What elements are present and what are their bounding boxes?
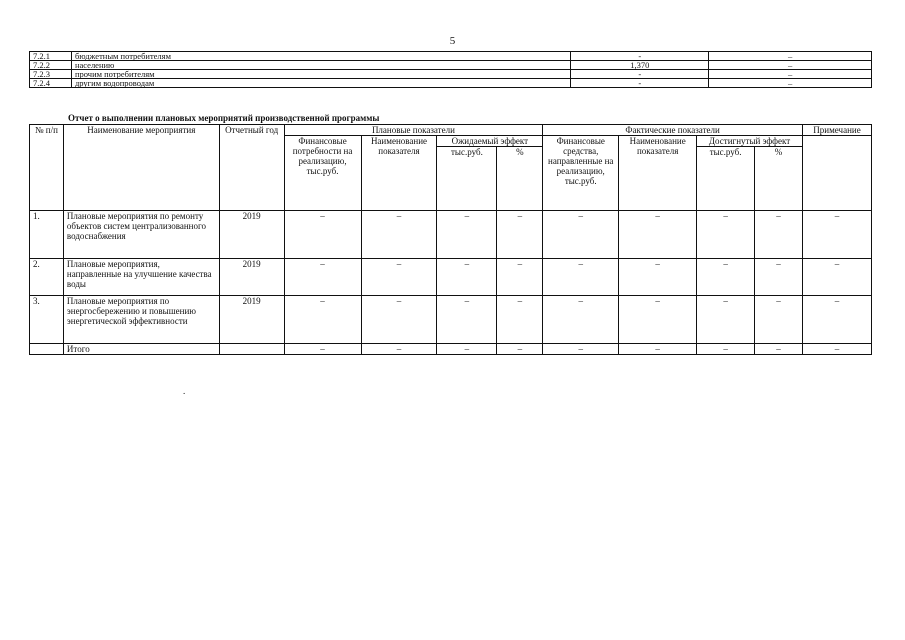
supply-cell-code: 7.2.3 (30, 70, 72, 79)
header-fact-rub: тыс.руб. (697, 147, 755, 211)
report-cell-dash: – (802, 211, 871, 259)
total-cell-dash: – (543, 344, 619, 355)
report-cell-dash: – (437, 259, 497, 296)
report-cell-name: Плановые мероприятия, направленные на улучшение качества воды (63, 259, 219, 296)
report-cell-name: Плановые мероприятия по энергосбережению и повышению энергетической эффективности (63, 296, 219, 344)
total-cell-dash: – (361, 344, 437, 355)
report-cell-year: 2019 (219, 211, 284, 259)
header-actual: Фактические показатели (543, 125, 803, 136)
supply-row (30, 79, 872, 88)
report-cell-dash: – (284, 296, 361, 344)
report-cell-dash: – (497, 211, 543, 259)
total-cell-dash: – (284, 344, 361, 355)
supply-row (30, 70, 872, 79)
supply-cell-v2: – (709, 70, 872, 79)
report-cell-dash: – (755, 259, 803, 296)
report-cell-dash: – (497, 259, 543, 296)
header-planned: Плановые показатели (284, 125, 543, 136)
header-num: № п/п (30, 125, 64, 211)
header-year: Отчетный год (219, 125, 284, 211)
report-cell-dash: – (284, 211, 361, 259)
report-cell-dash: – (802, 259, 871, 296)
header-fact-pct: % (755, 147, 803, 211)
header-note-empty (802, 136, 871, 211)
header-plan-effect: Ожидаемый эффект (437, 136, 543, 147)
header-name: Наименование мероприятия (63, 125, 219, 211)
report-cell-dash: – (361, 211, 437, 259)
report-cell-dash: – (697, 296, 755, 344)
report-cell-dash: – (543, 211, 619, 259)
report-cell-num: 2. (30, 259, 64, 296)
total-cell-dash: – (802, 344, 871, 355)
report-cell-dash: – (697, 259, 755, 296)
report-cell-dash: – (361, 296, 437, 344)
supply-table (29, 51, 872, 88)
supply-cell-v2: – (709, 61, 872, 70)
report-cell-dash: – (619, 296, 697, 344)
report-cell-dash: – (755, 296, 803, 344)
total-cell-dash: – (619, 344, 697, 355)
page-number: 5 (449, 35, 456, 47)
total-cell-empty (219, 344, 284, 355)
report-cell-dash: – (619, 259, 697, 296)
total-cell-dash: – (697, 344, 755, 355)
header-fact-fin: Финансовые средства, направленные на реализацию, тыс.руб. (543, 136, 619, 211)
supply-cell-v2: – (709, 79, 872, 88)
report-cell-dash: – (543, 259, 619, 296)
supply-cell-name: прочим потребителям (71, 70, 570, 79)
report-cell-year: 2019 (219, 296, 284, 344)
report-row (30, 259, 872, 296)
supply-cell-code: 7.2.1 (30, 52, 72, 61)
header-note: Примечание (802, 125, 871, 136)
supply-cell-v1: - (571, 79, 709, 88)
report-cell-dash: – (437, 296, 497, 344)
header-fact-effect: Достигнутый эффект (697, 136, 803, 147)
report-table (29, 124, 872, 355)
report-row (30, 296, 872, 344)
report-cell-dash: – (543, 296, 619, 344)
header-fact-indicator: Наименование показателя (619, 136, 697, 211)
supply-cell-v1: - (571, 70, 709, 79)
report-cell-dash: – (619, 211, 697, 259)
supply-cell-name: другим водопроводам (71, 79, 570, 88)
supply-cell-name: бюджетным потребителям (71, 52, 570, 61)
supply-row (30, 61, 872, 70)
report-cell-dash: – (284, 259, 361, 296)
total-row (30, 344, 872, 355)
report-cell-dash: – (497, 296, 543, 344)
report-row (30, 211, 872, 259)
supply-cell-v2: – (709, 52, 872, 61)
header-plan-fin: Финансовые потребности на реализацию, тыс.руб. (284, 136, 361, 211)
supply-cell-name: населению (71, 61, 570, 70)
total-cell-dash: – (497, 344, 543, 355)
report-cell-year: 2019 (219, 259, 284, 296)
report-cell-dash: – (437, 211, 497, 259)
header-row-1 (30, 125, 872, 136)
supply-cell-code: 7.2.4 (30, 79, 72, 88)
report-cell-dash: – (361, 259, 437, 296)
report-title: Отчет о выполнении плановых мероприятий производственной программы (68, 113, 380, 123)
header-plan-pct: % (497, 147, 543, 211)
supply-cell-code: 7.2.2 (30, 61, 72, 70)
report-cell-dash: – (697, 211, 755, 259)
report-cell-dash: – (755, 211, 803, 259)
total-cell-dash: – (755, 344, 803, 355)
header-plan-rub: тыс.руб. (437, 147, 497, 211)
total-cell-empty (30, 344, 64, 355)
stray-mark: . (183, 386, 186, 396)
report-cell-num: 1. (30, 211, 64, 259)
report-cell-num: 3. (30, 296, 64, 344)
supply-row (30, 52, 872, 61)
supply-cell-v1: 1,370 (571, 61, 709, 70)
report-cell-dash: – (802, 296, 871, 344)
report-cell-name: Плановые мероприятия по ремонту объектов систем централизованного водоснабжения (63, 211, 219, 259)
supply-cell-v1: - (571, 52, 709, 61)
total-cell-dash: – (437, 344, 497, 355)
total-label: Итого (63, 344, 219, 355)
header-plan-indicator: Наименование показателя (361, 136, 437, 211)
